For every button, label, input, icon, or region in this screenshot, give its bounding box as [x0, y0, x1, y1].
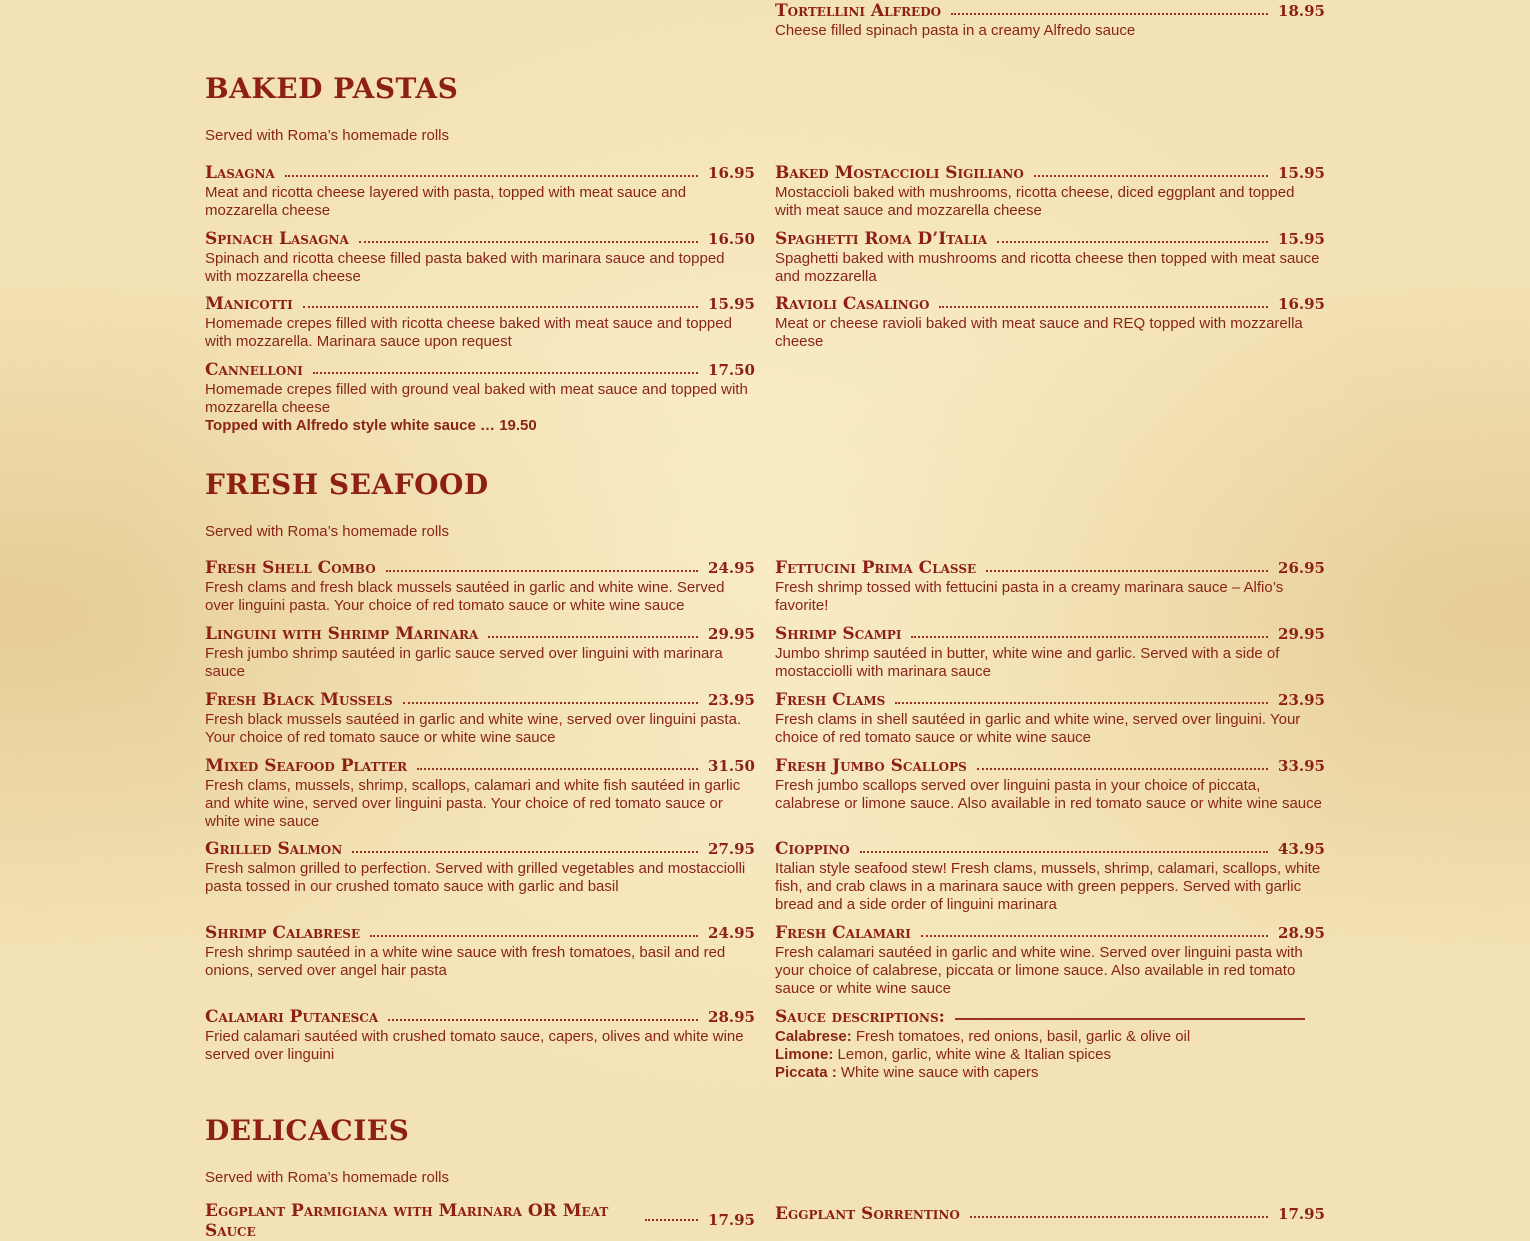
menu-item — [205, 838, 755, 896]
item-name: Eggplant Parmigiana with Marinara OR Meat Sauce — [205, 1201, 609, 1241]
dot-leader — [860, 851, 1268, 853]
dot-leader — [313, 372, 698, 374]
item-price: 29.95 — [708, 625, 755, 643]
section-title-fresh-seafood: FRESH SEAFOOD — [205, 468, 489, 501]
sauce-text: Fresh tomatoes, red onions, basil, garlic & olive oil — [855, 1028, 1191, 1045]
dot-leader — [488, 636, 698, 638]
menu-item — [775, 228, 1325, 286]
dot-leader — [997, 241, 1268, 243]
item-note: Topped with Alfredo style white sauce … 19.50 — [205, 417, 537, 434]
dot-leader — [386, 570, 698, 572]
dot-leader — [403, 702, 698, 704]
menu-item — [205, 359, 755, 435]
item-name: Spinach Lasagna — [205, 229, 349, 249]
menu-item-tortellini-alfredo — [775, 0, 1325, 40]
sauce-line — [775, 1064, 1315, 1082]
item-price: 15.95 — [1278, 164, 1325, 182]
item-price: 28.95 — [1278, 924, 1325, 942]
item-description: Fresh shrimp tossed with fettucini pasta in a creamy marinara sauce – Alfio’s favorite! — [775, 579, 1284, 614]
menu-item — [775, 293, 1325, 351]
item-name: Calamari Putanesca — [205, 1007, 379, 1027]
item-price: 17.95 — [708, 1211, 755, 1229]
dot-leader — [970, 1216, 1268, 1218]
menu-item — [205, 922, 755, 980]
item-description: Fried calamari sautéed with crushed tomato sauce, capers, olives and white wine served over linguini — [205, 1028, 744, 1063]
item-description: Fresh shrimp sautéed in a white wine sauce with fresh tomatoes, basil and red onions, served over angel hair pasta — [205, 944, 726, 979]
item-name: Grilled Salmon — [205, 839, 343, 859]
item-description: Jumbo shrimp sautéed in butter, white wine and garlic. Served with a side of mostacciolli with marinara sauce — [775, 645, 1280, 680]
menu-item — [205, 1006, 755, 1064]
dot-leader — [645, 1219, 698, 1221]
dot-leader — [303, 306, 698, 308]
item-description: Fresh jumbo scallops served over linguini pasta in your choice of piccata, calabrese or limone sauce. Also available in red tomato sauce or white wine sauce — [775, 777, 1322, 812]
dot-leader — [417, 768, 698, 770]
item-price: 29.95 — [1278, 625, 1325, 643]
item-price: 23.95 — [1278, 691, 1325, 709]
item-description: Fresh black mussels sautéed in garlic and white wine, served over linguini pasta. Your choice of red tomato sauce or white wine sauce — [205, 711, 742, 746]
item-name: Linguini with Shrimp Marinara — [205, 624, 479, 644]
item-price: 18.95 — [1278, 2, 1325, 20]
dot-leader — [939, 306, 1268, 308]
sauce-line — [775, 1028, 1315, 1046]
dot-leader — [921, 935, 1268, 937]
section-subtitle: Served with Roma’s homemade rolls — [205, 523, 449, 540]
menu-item — [205, 293, 755, 351]
item-name: Fresh Calamari — [775, 923, 911, 943]
menu-item — [775, 755, 1325, 813]
item-price: 15.95 — [1278, 230, 1325, 248]
menu-item — [775, 838, 1325, 914]
dot-leader — [285, 175, 698, 177]
item-name: Manicotti — [205, 294, 293, 314]
sauce-text: White wine sauce with capers — [840, 1064, 1039, 1081]
item-name: Fettucini Prima Classe — [775, 558, 977, 578]
menu-item — [205, 623, 755, 681]
item-description: Fresh jumbo shrimp sautéed in garlic sauce served over linguini with marinara sauce — [205, 645, 723, 680]
item-price: 16.95 — [708, 164, 755, 182]
item-description: Fresh calamari sautéed in garlic and white wine. Served over linguini pasta with your choice of calabrese, piccata or limone sauce. Also available in red tomato sauce or white wine sauce — [775, 944, 1303, 997]
menu-item — [775, 162, 1325, 220]
divider — [955, 1018, 1305, 1020]
dot-leader — [895, 702, 1268, 704]
item-price: 26.95 — [1278, 559, 1325, 577]
item-name: Baked Mostaccioli Sigiliano — [775, 163, 1024, 183]
menu-item — [775, 922, 1325, 998]
dot-leader — [1034, 175, 1268, 177]
item-name: Shrimp Scampi — [775, 624, 902, 644]
item-price: 31.50 — [708, 757, 755, 775]
menu-item — [205, 162, 755, 220]
item-price: 15.95 — [708, 295, 755, 313]
item-price: 16.50 — [708, 230, 755, 248]
item-description: Spinach and ricotta cheese filled pasta baked with marinara sauce and topped with mozzarella cheese — [205, 250, 725, 285]
menu-item — [775, 623, 1325, 681]
item-description: Mostaccioli baked with mushrooms, ricotta cheese, diced eggplant and topped with meat sauce and mozzarella cheese — [775, 184, 1295, 219]
item-name: Mixed Seafood Platter — [205, 756, 408, 776]
item-name: Fresh Clams — [775, 690, 886, 710]
item-name: Fresh Jumbo Scallops — [775, 756, 967, 776]
item-price: 43.95 — [1278, 840, 1325, 858]
item-name: Cannelloni — [205, 360, 303, 380]
item-description: Fresh clams and fresh black mussels sautéed in garlic and white wine. Served over linguini pasta. Your choice of red tomato sauce or white wine sauce — [205, 579, 725, 614]
item-description: Homemade crepes filled with ground veal baked with meat sauce and topped with mozzarella cheese — [205, 381, 748, 416]
menu-item — [205, 755, 755, 831]
item-price: 17.95 — [1278, 1205, 1325, 1223]
menu-item — [205, 557, 755, 615]
item-name: Fresh Shell Combo — [205, 558, 376, 578]
item-description: Fresh clams, mussels, shrimp, scallops, calamari and white fish sautéed in garlic and white wine, served over linguini pasta. Your choice of red tomato sauce or white wine sauce — [205, 777, 741, 830]
item-name: Lasagna — [205, 163, 275, 183]
sauce-label: Piccata : — [775, 1064, 837, 1081]
item-description: Cheese filled spinach pasta in a creamy Alfredo sauce — [775, 22, 1136, 39]
item-price: 28.95 — [708, 1008, 755, 1026]
menu-item — [775, 1203, 1325, 1225]
section-title-baked-pastas: BAKED PASTAS — [205, 72, 459, 105]
item-name: Eggplant Sorrentino — [775, 1204, 960, 1224]
dot-leader — [977, 768, 1268, 770]
item-description: Fresh clams in shell sautéed in garlic and white wine, served over linguini. Your choice of red tomato sauce or white wine sauce — [775, 711, 1301, 746]
item-name: Fresh Black Mussels — [205, 690, 393, 710]
section-subtitle: Served with Roma’s homemade rolls — [205, 1169, 449, 1186]
item-description: Fresh salmon grilled to perfection. Served with grilled vegetables and mostacciolli pasta tossed in our crushed tomato sauce with garlic and basil — [205, 860, 746, 895]
menu-item — [205, 1201, 755, 1241]
item-description: Meat and ricotta cheese layered with pasta, topped with meat sauce and mozzarella cheese — [205, 184, 687, 219]
item-price: 24.95 — [708, 924, 755, 942]
item-price: 17.50 — [708, 361, 755, 379]
item-name: Ravioli Casalingo — [775, 294, 930, 314]
item-description: Homemade crepes filled with ricotta cheese baked with meat sauce and topped with mozzarella. Marinara sauce upon request — [205, 315, 732, 350]
dot-leader — [370, 935, 698, 937]
item-name: Tortellini Alfredo — [775, 1, 942, 21]
section-title-delicacies: DELICACIES — [205, 1114, 410, 1147]
dot-leader — [986, 570, 1268, 572]
dot-leader — [352, 851, 698, 853]
menu-item — [775, 557, 1325, 615]
item-description: Meat or cheese ravioli baked with meat sauce and REQ topped with mozzarella cheese — [775, 315, 1303, 350]
menu-item — [775, 689, 1325, 747]
item-name: Shrimp Calabrese — [205, 923, 361, 943]
item-price: 27.95 — [708, 840, 755, 858]
sauce-line — [775, 1046, 1315, 1064]
dot-leader — [359, 241, 698, 243]
item-description: Spaghetti baked with mushrooms and ricotta cheese then topped with meat sauce and mozzarella — [775, 250, 1320, 285]
sauce-label: Calabrese: — [775, 1028, 852, 1045]
dot-leader — [911, 636, 1268, 638]
item-price: 24.95 — [708, 559, 755, 577]
menu-item — [205, 689, 755, 747]
sauce-label: Limone: — [775, 1046, 834, 1063]
sauce-text: Lemon, garlic, white wine & Italian spices — [837, 1046, 1111, 1063]
section-subtitle: Served with Roma’s homemade rolls — [205, 127, 449, 144]
item-description: Italian style seafood stew! Fresh clams, mussels, shrimp, calamari, scallops, white fish, and crab claws in a marinara sauce with green peppers. Served with garlic bread and a side order of linguini marinara — [775, 860, 1321, 913]
menu-item — [205, 228, 755, 286]
item-price: 23.95 — [708, 691, 755, 709]
sauce-descriptions — [775, 1006, 1315, 1082]
sauce-title: Sauce descriptions: — [775, 1007, 945, 1027]
item-price: 33.95 — [1278, 757, 1325, 775]
item-name: Spaghetti Roma D’Italia — [775, 229, 988, 249]
dot-leader — [951, 13, 1268, 15]
item-name: Cioppino — [775, 839, 850, 859]
dot-leader — [388, 1019, 698, 1021]
item-price: 16.95 — [1278, 295, 1325, 313]
